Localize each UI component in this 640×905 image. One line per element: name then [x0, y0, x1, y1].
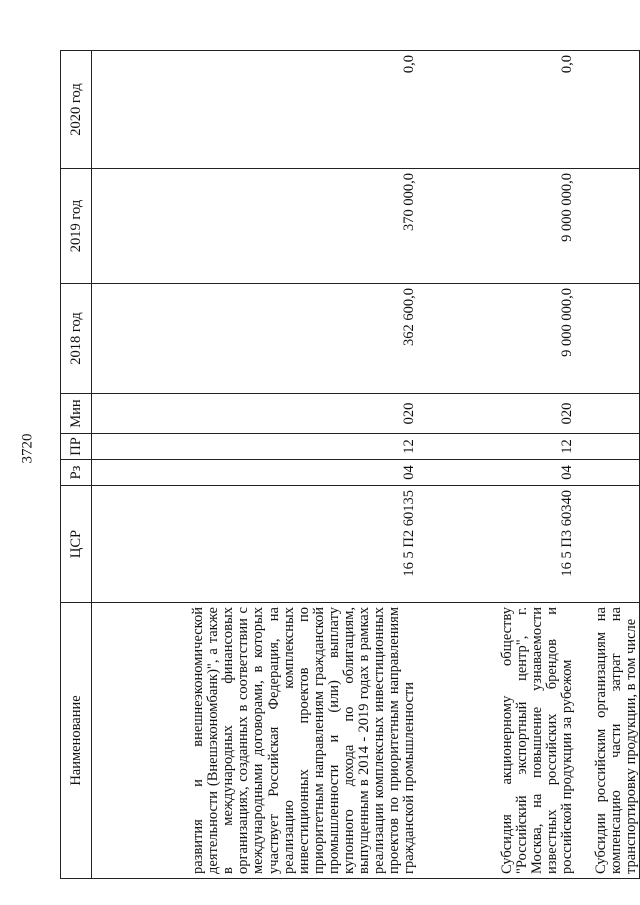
row-csr [576, 486, 640, 603]
header-name: Наименование [61, 603, 92, 879]
row-value-2019: 370 000,0 [92, 169, 418, 284]
header-pr: ПР [61, 434, 92, 460]
row-value-2018: 9 000 000,0 [418, 284, 576, 394]
row-rz: 04 [92, 460, 418, 486]
row-pr: 12 [418, 434, 576, 460]
table-row [418, 51, 576, 879]
row-pr: 12 [92, 434, 418, 460]
table-row [576, 51, 640, 879]
table-header-row [61, 51, 92, 879]
row-name-cell [92, 603, 418, 879]
table-row [92, 51, 418, 879]
budget-table [60, 50, 640, 879]
row-csr: 16 5 П2 60135 [92, 486, 418, 603]
row-name-cell [418, 603, 576, 879]
row-value-2020: 0,0 [92, 51, 418, 169]
row-min: 020 [92, 394, 418, 434]
row-name: Субсидии российским организациям на компенсацию части затрат на транспортировку продукции, в том числе [592, 607, 639, 874]
header-rz: Рз [61, 460, 92, 486]
row-value-2020 [576, 51, 640, 169]
row-value-2018 [576, 284, 640, 394]
page-number: 3720 [19, 433, 36, 464]
row-csr: 16 5 П3 60340 [418, 486, 576, 603]
row-name: развития и внешнеэкономической деятельности (Внешэкономбанк)", а также в международных финансовых организациях, созданных в соответствии с международными договорами, в которых участвует Российская Федерация, на реализацию комплексных инвестиционных проектов по приоритетным направлениям гражданской промышленности и (или) выплату купонного дохода по облигациям, выпущенным в 2014 - 2019 годах в рамках реализации комплексных инвестиционных проектов по приоритетным направлениям гражданской промышленности [190, 607, 418, 874]
header-csr: ЦСР [61, 486, 92, 603]
row-rz [576, 460, 640, 486]
row-min [576, 394, 640, 434]
row-value-2019 [576, 169, 640, 284]
row-name-cell [576, 603, 640, 879]
header-2019: 2019 год [61, 169, 92, 284]
header-2020: 2020 год [61, 51, 92, 169]
row-value-2018: 362 600,0 [92, 284, 418, 394]
row-value-2020: 0,0 [418, 51, 576, 169]
row-rz: 04 [418, 460, 576, 486]
row-value-2019: 9 000 000,0 [418, 169, 576, 284]
row-pr [576, 434, 640, 460]
row-min: 020 [418, 394, 576, 434]
header-2018: 2018 год [61, 284, 92, 394]
row-name: Субсидия акционерному обществу "Российский экспортный центр", г. Москва, на повышение узнаваемости известных российских брендов и российской продукции за рубежом [499, 607, 576, 874]
header-min: Мин [61, 394, 92, 434]
